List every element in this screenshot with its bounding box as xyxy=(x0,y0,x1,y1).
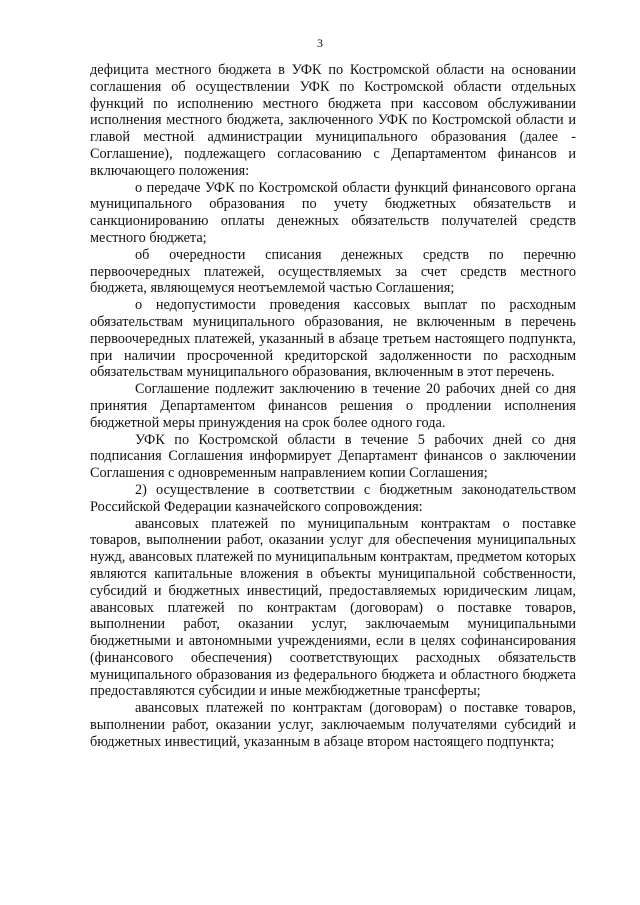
paragraph: об очередности списания денежных средств по перечню первоочередных платежей, осуществляемых за счет средств местного бюджета, являющемуся неотъемлемой частью Соглашения; xyxy=(90,246,576,297)
paragraph: авансовых платежей по муниципальным контрактам о поставке товаров, выполнении работ, оказании услуг для обеспечения муниципальных нужд, авансовых платежей по муниципальным контрактам, предметом которых являются капитальные вложения в объекты муниципальной собственности, субсидий и бюджетных инвестиций, предоставляемых юридическим лицам, авансовых платежей по контрактам (договорам) о поставке товаров, выполнении работ, оказании услуг, заключаемым муниципальными бюджетными и автономными учреждениями, если в целях софинансирования (финансового обеспечения) соответствующих расходных обязательств муниципального образования из федерального бюджета и областного бюджета предоставляются субсидии и иные межбюджетные трансферты; xyxy=(90,515,576,700)
paragraph: о недопустимости проведения кассовых выплат по расходным обязательствам муниципального образования, не включенным в перечень первоочередных платежей, указанный в абзаце третьем настоящего подпункта, при наличии просроченной кредиторской задолженности по расходным обязательствам муниципального образования, включенным в этот перечень. xyxy=(90,297,576,381)
page-number: 3 xyxy=(317,36,323,50)
paragraph: о передаче УФК по Костромской области функций финансового органа муниципального образования по учету бюджетных обязательств и санкционированию оплаты денежных обязательств получателей средств местного бюджета; xyxy=(90,179,576,246)
body-text xyxy=(90,62,576,751)
paragraph: УФК по Костромской области в течение 5 рабочих дней со дня подписания Соглашения информирует Департамент финансов о заключении Соглашения с одновременным направлением копии Соглашения; xyxy=(90,431,576,482)
paragraph: Соглашение подлежит заключению в течение 20 рабочих дней со дня принятия Департаментом финансов решения о продлении исполнения бюджетной меры принуждения на срок более одного года. xyxy=(90,381,576,431)
paragraph: дефицита местного бюджета в УФК по Костромской области на основании соглашения об осуществлении УФК по Костромской области отдельных функций по исполнению местного бюджета при кассовом обслуживании исполнения местного бюджета, заключенного УФК по Костромской области и главой местной администрации муниципального образования (далее - Соглашение), подлежащего согласованию с Департаментом финансов и включающего положения: xyxy=(90,62,576,179)
paragraph: 2) осуществление в соответствии с бюджетным законодательством Российской Федерации казначейского сопровождения: xyxy=(90,481,576,515)
paragraph: авансовых платежей по контрактам (договорам) о поставке товаров, выполнении работ, оказании услуг, заключаемым получателями субсидий и бюджетных инвестиций, указанным в абзаце втором настоящего подпункта; xyxy=(90,700,576,750)
